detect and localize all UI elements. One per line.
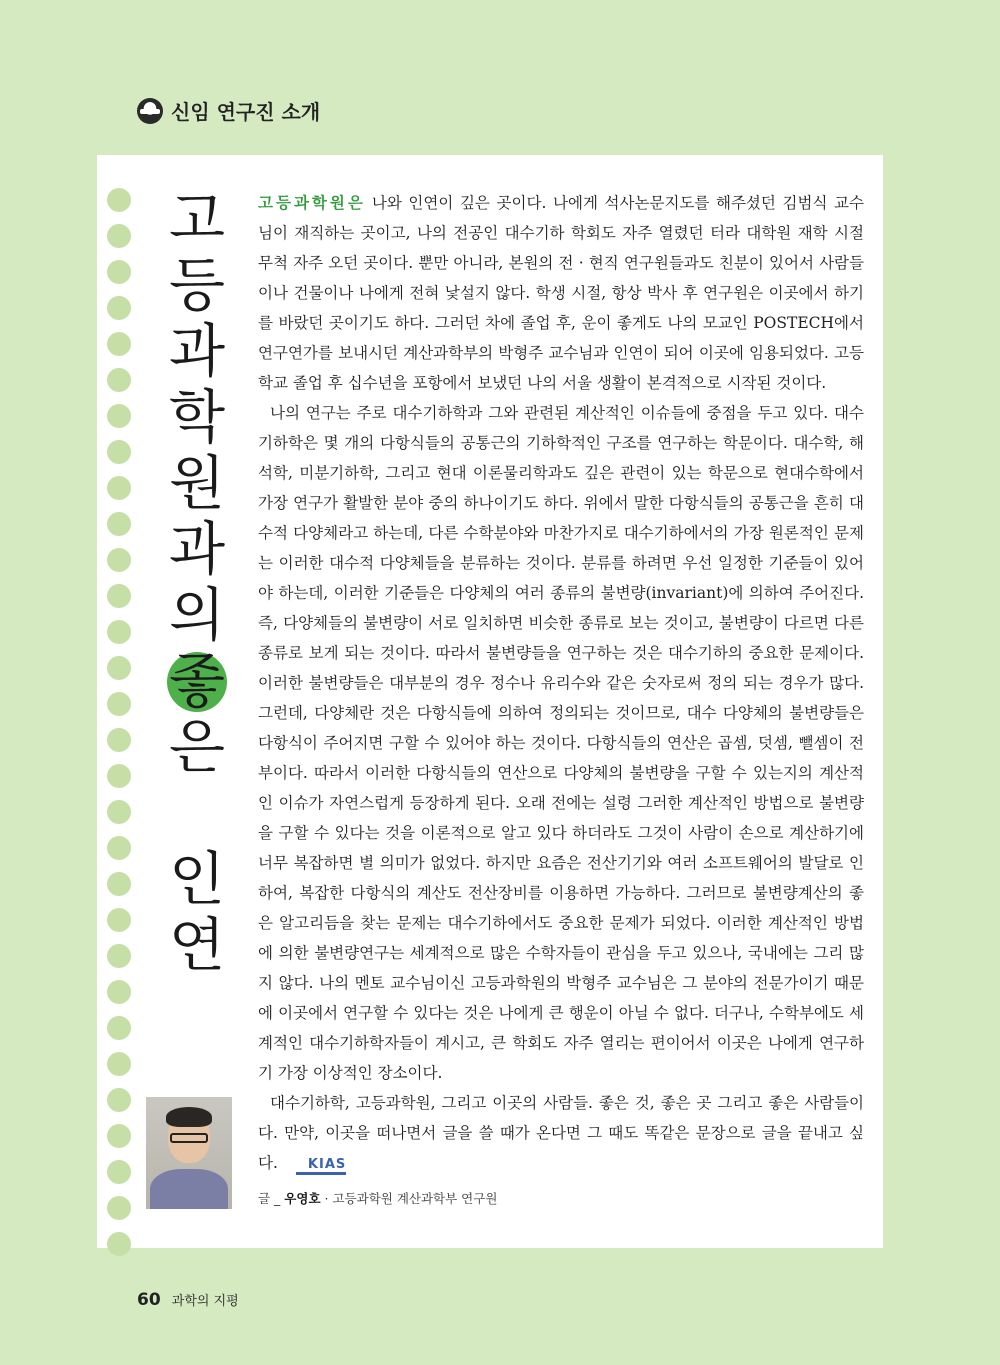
author-photo xyxy=(146,1097,232,1209)
title-char: 학 xyxy=(168,383,226,451)
kias-logo-icon xyxy=(137,98,163,124)
binder-hole xyxy=(107,836,131,860)
article-body xyxy=(258,188,864,1178)
binder-hole xyxy=(107,296,131,320)
binder-hole xyxy=(107,404,131,428)
byline-prefix: 글 _ xyxy=(258,1191,281,1206)
binder-hole xyxy=(107,1088,131,1112)
title-char: 인 xyxy=(168,845,226,913)
kias-end-mark: KIAS xyxy=(296,1158,346,1175)
title-char: 연 xyxy=(168,911,226,979)
binder-hole xyxy=(107,476,131,500)
title-char: 의 xyxy=(168,581,226,649)
binder-hole xyxy=(107,620,131,644)
binder-hole xyxy=(107,1052,131,1076)
binder-hole xyxy=(107,584,131,608)
binder-hole xyxy=(107,1016,131,1040)
binder-hole xyxy=(107,1124,131,1148)
author-name: 우영호 xyxy=(284,1191,321,1206)
binder-hole xyxy=(107,548,131,572)
paragraph-3-text: 대수기하학, 고등과학원, 그리고 이곳의 사람들. 좋은 것, 좋은 곳 그리고 좋은 사람들이다. 만약, 이곳을 떠나면서 글을 쓸 때가 온다면 그 때도 똑같은 문장으로 글을 끝내고 싶다. xyxy=(258,1094,864,1172)
title-char: 등 xyxy=(168,251,226,319)
paragraph-1 xyxy=(258,188,864,398)
title-char: 은 xyxy=(168,713,226,781)
title-highlight-char: 좋 xyxy=(168,647,226,715)
binder-hole xyxy=(107,440,131,464)
vertical-title xyxy=(162,186,232,978)
title-char xyxy=(162,648,232,714)
lead-text: 고등과학원은 xyxy=(258,194,366,212)
binder-hole xyxy=(107,1232,131,1256)
paragraph-3 xyxy=(258,1088,864,1178)
binder-hole xyxy=(107,332,131,356)
binder-hole xyxy=(107,368,131,392)
magazine-name: 과학의 지평 xyxy=(171,1294,239,1309)
section-title: 신임 연구진 소개 xyxy=(171,100,321,124)
paragraph-2: 나의 연구는 주로 대수기하학과 그와 관련된 계산적인 이슈들에 중점을 두고 있다. 대수 기하학은 몇 개의 다항식들의 공통근의 기하학적인 구조를 연구하는 학문이다. 대수학, 해석학, 미분기하학, 그리고 현대 이론물리학과도 깊은 관련이 있는 학문으로 현대수학에서 가장 연구가 활발한 분야 중의 하나이기도 하다. 위에서 말한 다항식들의 공통근을 흔히 대수적 다양체라고 하는데, 다른 수학분야와 마찬가지로 대수기하에서의 가장 원론적인 문제는 이러한 대수적 다양체들을 분류하는 것이다. 분류를 하려면 우선 일정한 기준들이 있어야 하는데, 이러한 기준들은 다양체의 여러 종류의 불변량(invariant)에 의하여 주어진다. 즉, 다양체들의 불변량이 서로 일치하면 비슷한 종류로 보는 것이고, 불변량이 다르면 다른 종류로 보게 되는 것이다. 따라서 불변량들을 연구하는 것은 대수기하의 중요한 문제이다. 이러한 불변량들은 대부분의 경우 정수나 유리수와 같은 숫자로써 정의 되는 경우가 많다. 그런데, 다양체란 것은 다항식들에 의하여 정의되는 것이므로, 대수 다양체의 불변량들은 다항식이 주어지면 구할 수 있어야 하는 것이다. 다항식들의 연산은 곱셈, 덧셈, 뺄셈이 전부이다. 따라서 이러한 다항식들의 연산으로 다양체의 불변량을 구할 수 있는지의 계산적인 이슈가 자연스럽게 등장하게 된다. 오래 전에는 설령 그러한 계산적인 방법으로 불변량을 구할 수 있다는 것을 이론적으로 알고 있다 하더라도 그것이 사람이 손으로 계산하기에 너무 복잡하면 별 의미가 없었다. 하지만 요즘은 전산기기와 여러 소프트웨어의 발달로 인하여, 복잡한 다항식의 계산도 전산장비를 이용하면 가능하다. 그러므로 불변량계산의 좋은 알고리듬을 찾는 문제는 대수기하에서도 중요한 문제가 되었다. 이러한 계산적인 방법에 의한 불변량연구는 세계적으로 많은 수학자들이 관심을 두고 있으나, 국내에는 그리 많지 않다. 나의 멘토 교수님이신 고등과학원의 박형주 교수님은 그 분야의 전문가이기 때문에 이곳에서 연구할 수 있다는 것은 나에게 큰 행운이 아닐 수 없다. 더구나, 수학부에도 세계적인 대수기하학자들이 계시고, 큰 학회도 자주 열리는 편이어서 이곳은 나에게 연구하기 가장 이상적인 장소이다. xyxy=(258,404,864,1082)
binder-hole xyxy=(107,260,131,284)
page-number: 60 xyxy=(137,1290,161,1310)
binder-hole xyxy=(107,224,131,248)
byline-separator: · xyxy=(324,1191,329,1206)
binder-hole xyxy=(107,872,131,896)
title-char xyxy=(162,780,232,846)
binder-hole xyxy=(107,512,131,536)
title-char: 고 xyxy=(168,185,226,253)
binder-hole xyxy=(107,764,131,788)
title-char: 과 xyxy=(168,317,226,385)
binder-hole xyxy=(107,1160,131,1184)
author-affiliation: 고등과학원 계산과학부 연구원 xyxy=(332,1191,498,1206)
binder-hole xyxy=(107,980,131,1004)
binder-hole xyxy=(107,908,131,932)
binder-hole xyxy=(107,1196,131,1220)
binder-hole xyxy=(107,692,131,716)
title-char: 원 xyxy=(168,449,226,517)
page-footer xyxy=(137,1290,239,1310)
section-header xyxy=(137,96,320,125)
byline xyxy=(258,1189,497,1207)
binder-hole xyxy=(107,944,131,968)
binder-hole xyxy=(107,188,131,212)
binder-hole xyxy=(107,800,131,824)
binder-hole xyxy=(107,728,131,752)
paragraph-1-text: 나와 인연이 깊은 곳이다. 나에게 석사논문지도를 해주셨던 김범식 교수님이 재직하는 곳이고, 나의 전공인 대수기하 학회도 자주 열렸던 터라 대학원 재학 시절 무척 자주 오던 곳이다. 뿐만 아니라, 본원의 전 · 현직 연구원들과도 친분이 있어서 사람들이나 건물이나 나에게 전혀 낯설지 않다. 학생 시절, 항상 박사 후 연구원은 이곳에서 하기를 바랐던 곳이기도 하다. 그러던 차에 졸업 후, 운이 좋게도 나의 모교인 POSTECH에서 연구연가를 보내시던 계산과학부의 박형주 교수님과 인연이 되어 이곳에 임용되었다. 고등학교 졸업 후 십수년을 포항에서 보냈던 나의 서울 생활이 본격적으로 시작된 것이다. xyxy=(258,194,864,392)
title-char: 과 xyxy=(168,515,226,583)
binder-hole xyxy=(107,656,131,680)
